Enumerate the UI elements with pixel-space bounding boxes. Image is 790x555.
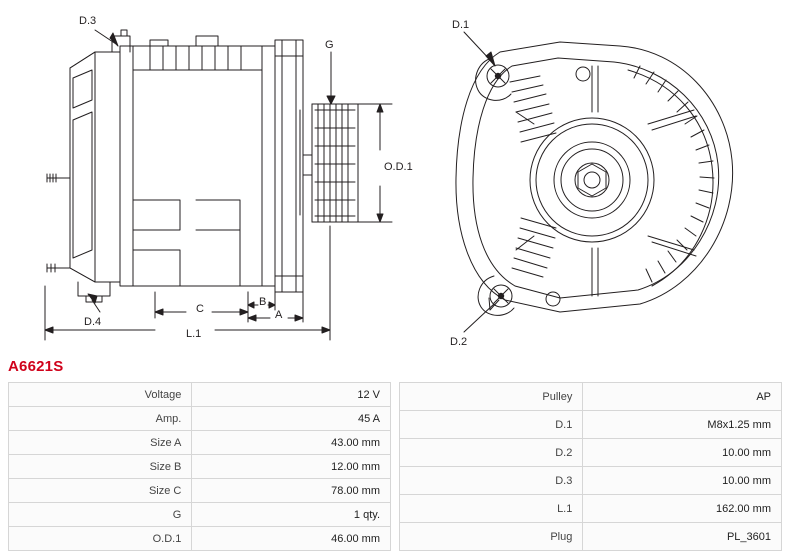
spec-key: Size A [9, 431, 192, 455]
spec-row [400, 383, 782, 411]
spec-row [400, 439, 782, 467]
spec-key: Amp. [9, 407, 192, 431]
label-d1: D.1 [452, 19, 470, 31]
spec-key: Size C [9, 479, 192, 503]
label-od1: O.D.1 [384, 161, 413, 173]
spec-key: D.1 [400, 411, 583, 439]
label-b: B [259, 296, 267, 308]
left-side-view [45, 30, 392, 340]
spec-key: L.1 [400, 495, 583, 523]
label-d4: D.4 [84, 316, 102, 328]
spec-value: 10.00 mm [583, 439, 782, 467]
spec-table-right [399, 382, 782, 551]
label-g: G [325, 39, 334, 51]
spec-row [9, 383, 391, 407]
spec-key: Plug [400, 523, 583, 551]
spec-value: PL_3601 [583, 523, 782, 551]
label-d2: D.2 [450, 336, 468, 348]
spec-row [9, 431, 391, 455]
spec-row [400, 411, 782, 439]
right-front-view [456, 32, 733, 332]
spec-key: Pulley [400, 383, 583, 411]
spec-row [9, 455, 391, 479]
spec-value: 43.00 mm [192, 431, 391, 455]
label-d3: D.3 [79, 15, 97, 27]
spec-value: 45 A [192, 407, 391, 431]
part-number: A6621S [8, 358, 64, 375]
spec-row [9, 407, 391, 431]
spec-row [400, 495, 782, 523]
spec-key: O.D.1 [9, 527, 192, 551]
spec-table-left [8, 382, 391, 551]
spec-row [9, 479, 391, 503]
spec-value: 1 qty. [192, 503, 391, 527]
specification-tables [8, 382, 782, 551]
spec-key: Size B [9, 455, 192, 479]
spec-value: 162.00 mm [583, 495, 782, 523]
spec-value: AP [583, 383, 782, 411]
label-a: A [275, 309, 283, 321]
spec-key: Voltage [9, 383, 192, 407]
spec-value: 46.00 mm [192, 527, 391, 551]
spec-value: 12 V [192, 383, 391, 407]
spec-key: G [9, 503, 192, 527]
spec-value: M8x1.25 mm [583, 411, 782, 439]
label-l1: L.1 [186, 328, 202, 340]
spec-value: 78.00 mm [192, 479, 391, 503]
spec-value: 12.00 mm [192, 455, 391, 479]
spec-key: D.3 [400, 467, 583, 495]
spec-row [9, 527, 391, 551]
spec-row [400, 467, 782, 495]
spec-value: 10.00 mm [583, 467, 782, 495]
spec-row [400, 523, 782, 551]
spec-row [9, 503, 391, 527]
label-c: C [196, 303, 204, 315]
spec-key: D.2 [400, 439, 583, 467]
